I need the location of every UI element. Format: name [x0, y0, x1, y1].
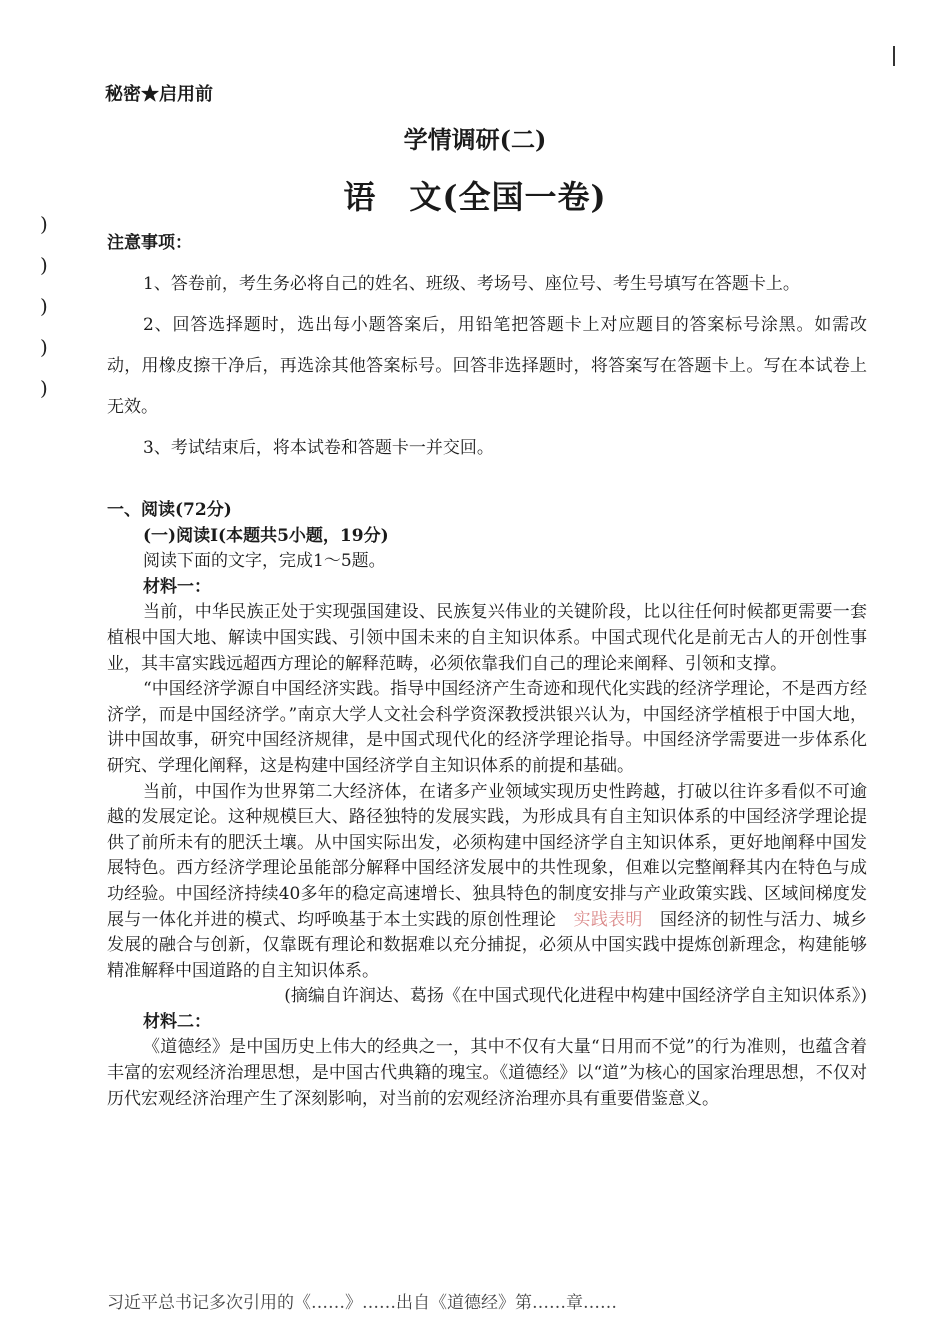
notice-item: 2、回答选择题时，选出每小题答案后，用铅笔把答题卡上对应题目的答案标号涂黑。如需改动，用橡皮擦干净后，再选涂其他答案标号。回答非选择题时，将答案写在答题卡上。写在本试卷上无效。 — [107, 315, 867, 417]
binding-mark: ) — [40, 253, 48, 277]
notice-item: 1、答卷前，考生务必将自己的姓名、班级、考场号、座位号、考生号填写在答题卡上。 — [143, 274, 800, 294]
binding-mark: ) — [40, 335, 48, 359]
section-heading: 一、阅读(72分) — [107, 500, 232, 520]
binding-marks — [40, 212, 48, 417]
cut-off-line: 习近平总书记多次引用的《……》……出自《道德经》第……章…… — [107, 1293, 617, 1313]
binding-mark: ) — [40, 294, 48, 318]
material1-label: 材料一： — [143, 576, 211, 597]
subject-title: 语 文(全国一卷) — [343, 178, 607, 216]
material1-paragraph: “中国经济学源自中国经济实践。指导中国经济产生奇迹和现代化实践的经济学理论，不是西方经济学，而是中国经济学。”南京大学人文社会科学资深教授洪银兴认为，中国经济学植根于中国大地，讲中国故事，研究中国经济规律，是中国式现代化的经济学理论指导。中国经济学需要进一步体系化研究、学理化阐释，这是构建中国经济学自主知识体系的前提和基础。 — [107, 679, 867, 776]
reading-section — [107, 498, 867, 1112]
notice-label: 注意事项： — [107, 233, 192, 253]
material2-paragraph: 《道德经》是中国历史上伟大的经典之一，其中不仅有大量“日用而不觉”的行为准则，也蕴含着丰富的宏观经济治理思想，是中国古代典籍的瑰宝。《道德经》以“道”为核心的国家治理思想，不仅对历代宏观经济治理产生了深刻影响，对当前的宏观经济治理亦具有重要借鉴意义。 — [107, 1037, 867, 1109]
secret-mark: 秘密★启用前 — [105, 84, 213, 105]
scan-edge-mark — [893, 46, 895, 66]
material1-paragraph — [107, 780, 867, 985]
material1-paragraph: 当前，中华民族正处于实现强国建设、民族复兴伟业的关键阶段，比以往任何时候都更需要一套植根中国大地、解读中国实践、引领中国未来的自主知识体系。中国式现代化是前无古人的开创性事业，其丰富实践远超西方理论的解释范畴，必须依靠我们自己的理论来阐释、引领和支撑。 — [107, 602, 867, 674]
section-instruction: 阅读下面的文字，完成1～5题。 — [143, 551, 386, 572]
section-subheading: (一)阅读Ⅰ(本题共5小题，19分) — [143, 525, 389, 546]
material1-source: (摘编自许润达、葛扬《在中国式现代化进程中构建中国经济学自主知识体系》) — [284, 986, 867, 1007]
binding-mark: ) — [40, 376, 48, 400]
exam-title: 学情调研(二) — [403, 125, 547, 154]
faded-stamp-text: 实践表明 — [556, 909, 660, 930]
material2-label: 材料二： — [143, 1011, 211, 1032]
notice-list — [107, 264, 867, 469]
material1-p3-text: 当前，中国作为世界第二大经济体，在诸多产业领域实现历史性跨越，打破以往许多看似不可逾越的发展定论。这种规模巨大、路径独特的发展实践，为形成具有自主知识体系的中国经济学理论提供了前所未有的肥沃土壤。从中国实际出发，必须构建中国经济学自主知识体系，更好地阐释中国发展特色。西方经济学理论虽能部分解释中国经济发展中的共性现象，但难以完整阐释其内在特色与成功经验。中国经济持续40多年的稳定高速增长、独具特色的制度安排与产业政策实践、区域间梯度发展与一体化并进的模式、均呼唤基于本土实践的原创性理论 — [107, 781, 867, 930]
material1-p3-text-end: 国经济的韧性与活力、城乡发展的融合与创新，仅靠既有理论和数据难以充分捕捉，必须从中国实践中提炼创新理念，构建能够精准解释中国道路的自主知识体系。 — [107, 909, 868, 981]
notice-item: 3、考试结束后，将本试卷和答题卡一并交回。 — [143, 438, 494, 458]
binding-mark: ) — [40, 212, 48, 236]
